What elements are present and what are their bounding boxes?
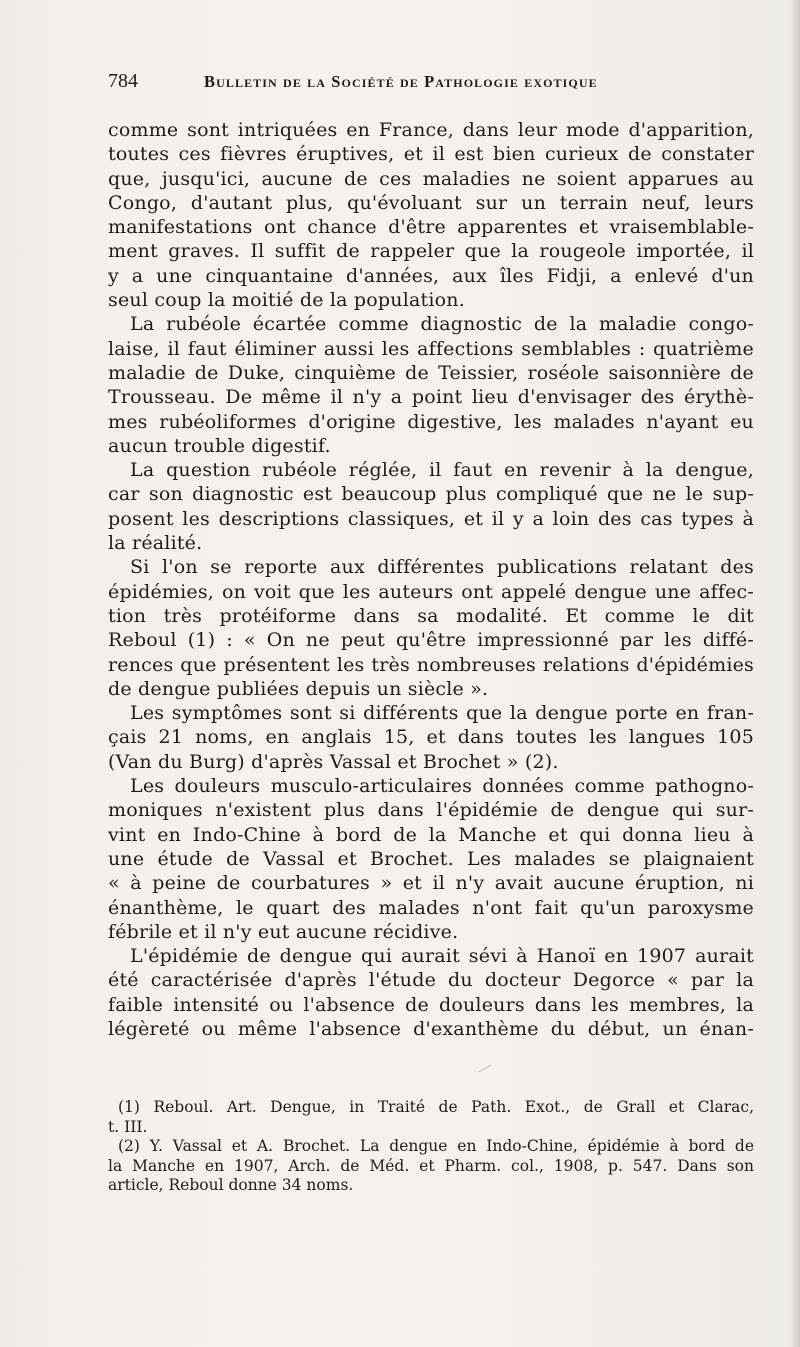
text-line: maladie de Duke, cinquième de Teissier, roséole saisonnière de [108,361,754,384]
text-line: moniques n'existent plus dans l'épidémie de dengue qui sur- [108,799,754,822]
text-line: la réalité. [108,532,203,555]
text-line: une étude de Vassal et Brochet. Les malades se plaignaient [108,847,754,870]
text-line: Congo, d'autant plus, qu'évoluant sur un terrain neuf, leurs [108,191,754,214]
text-line: aucun trouble digestif. [108,434,331,457]
text-line: çais 21 noms, en anglais 15, et dans toutes les langues 105 [108,726,754,749]
footnote-divider-mark [479,1065,492,1073]
text-line: La question rubéole réglée, il faut en revenir à la dengue, [130,459,754,482]
text-line: légèreté ou même l'absence d'exanthème du début, un énan- [108,1017,754,1040]
text-line: manifestations ont chance d'être apparentes et vraisemblable- [108,216,754,239]
text-line: L'épidémie de dengue qui aurait sévi à Hanoï en 1907 aurait [130,945,754,968]
text-line: (Van du Burg) d'après Vassal et Brochet » (2). [108,750,559,773]
text-line: fébrile et il n'y eut aucune récidive. [108,920,459,943]
text-line: toutes ces fièvres éruptives, et il est bien curieux de constater [108,143,754,166]
text-line: y a une cinquantaine d'années, aux îles Fidji, a enlevé d'un [108,264,754,287]
text-line: tion très protéiforme dans sa modalité. Et comme le dit [108,604,754,627]
text-line: que, jusqu'ici, aucune de ces maladies ne soient apparues au [108,167,754,190]
text-line: Les douleurs musculo-articulaires données comme pathogno- [130,775,754,798]
footnote-line: (2) Y. Vassal et A. Brochet. La dengue en Indo-Chine, épidémie à bord de [118,1137,754,1155]
text-line: seul coup la moitié de la population. [108,289,465,312]
footnote-line: (1) Reboul. Art. Dengue, in Traité de Path. Exot., de Grall et Clarac, [118,1098,754,1116]
text-line: Trousseau. De même il n'y a point lieu d'envisager des érythè- [108,386,754,409]
text-line: Reboul (1) : « On ne peut qu'être impressionné par les diffé- [108,629,754,652]
text-line: énanthème, le quart des malades n'ont fait qu'un paroxysme [108,896,754,919]
running-title: Bulletin de la Société de Pathologie exotique [204,72,598,91]
text-line: comme sont intriquées en France, dans leur mode d'apparition, [108,119,754,141]
text-line: vint en Indo-Chine à bord de la Manche et qui donna lieu à [108,823,754,846]
text-line: Si l'on se reporte aux différentes publications relatant des [130,556,754,579]
text-line: de dengue publiées depuis un siècle ». [108,677,489,700]
text-line: Les symptômes sont si différents que la dengue porte en fran- [130,702,754,725]
body-text [108,118,754,1041]
text-line: épidémies, on voit que les auteurs ont appelé dengue une affec- [108,580,754,603]
page-edge-shadow [790,0,800,1347]
footnotes [108,1098,754,1196]
text-line: mes rubéoliformes d'origine digestive, les malades n'ayant eu [108,410,754,433]
text-line: ment graves. Il suffit de rappeler que la rougeole importée, il [108,240,754,263]
text-line: car son diagnostic est beaucoup plus compliqué que ne le sup- [108,483,754,506]
footnote-line: article, Reboul donne 34 noms. [108,1176,354,1194]
footnote-line: t. III. [108,1117,148,1136]
page-number: 784 [108,70,138,92]
text-line: La rubéole écartée comme diagnostic de la maladie congo- [130,313,754,336]
text-line: posent les descriptions classiques, et il y a loin des cas types à [108,507,754,530]
text-line: « à peine de courbatures » et il n'y avait aucune éruption, ni [108,872,754,895]
page-header [108,70,754,100]
text-line: laise, il faut éliminer aussi les affections semblables : quatrième [108,337,754,360]
text-line: été caractérisée d'après l'étude du docteur Degorce « par la [108,969,754,992]
footnote-line: la Manche en 1907, Arch. de Méd. et Pharm. col., 1908, p. 547. Dans son [108,1156,754,1175]
text-line: rences que présentent les très nombreuses relations d'épidémies [108,653,754,676]
text-line: faible intensité ou l'absence de douleurs dans les membres, la [108,993,754,1016]
